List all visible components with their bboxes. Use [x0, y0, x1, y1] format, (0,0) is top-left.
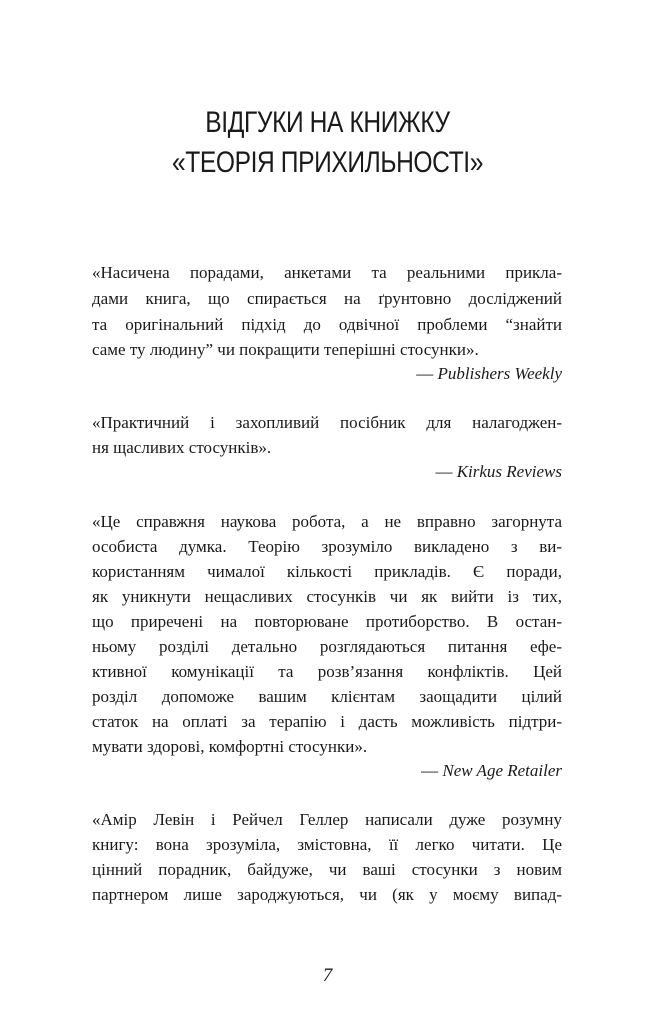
review-1-line-3: та оригінальний підхід до одвічної проблеми “знайти — [92, 315, 562, 334]
review-3-attribution — [421, 761, 562, 781]
review-2-line-1: «Практичний і захопливий посібник для налагоджен- — [92, 413, 562, 432]
page-title-line-2: «ТЕОРІЯ ПРИХИЛЬНОСТІ» — [171, 146, 484, 179]
review-1-line-2: дами книга, що спирається на ґрунтовно досліджений — [92, 289, 562, 308]
review-1-source: Publishers Weekly — [437, 364, 562, 383]
attribution-dash: — — [421, 761, 443, 780]
review-1-line-4: саме ту людину” чи покращити теперішні стосунки». — [92, 340, 479, 359]
review-3-line-10: мувати здорові, комфортні стосунки». — [92, 737, 368, 756]
review-3-line-2: особиста думка. Теорію зрозуміло викладено з ви- — [92, 537, 562, 556]
review-4-line-1: «Амір Левін і Рейчел Геллер написали дуже розумну — [92, 810, 562, 829]
review-3-line-6: ньому розділі детально розглядаються питання ефе- — [92, 637, 562, 656]
review-4-line-2: книгу: вона зрозуміла, змістовна, її легко читати. Це — [92, 835, 562, 854]
review-3-line-8: розділ допоможе вашим клієнтам заощадити цілий — [92, 687, 562, 706]
attribution-dash: — — [416, 364, 438, 383]
review-3-line-5: що приречені на повторюване протиборство. В остан- — [92, 612, 562, 631]
review-3-line-4: як уникнути нещасливих стосунків чи як вийти із тих, — [92, 587, 562, 606]
review-3-line-7: ктивної комунікації та розв’язання конфліктів. Цей — [92, 662, 562, 681]
review-2-line-2: ня щасливих стосунків». — [92, 438, 272, 457]
review-4-line-4: партнером лише зароджуються, чи (як у моєму випад- — [92, 885, 562, 904]
review-3-line-9: статок на оплаті за терапію і дасть можливість підтри- — [92, 712, 562, 731]
attribution-dash: — — [435, 462, 457, 481]
page-title-line-1: ВІДГУКИ НА КНИЖКУ — [205, 106, 450, 139]
review-1-attribution — [416, 364, 562, 384]
review-3-line-3: користанням чималої кількості прикладів. Є поради, — [92, 562, 562, 581]
review-2-source: Kirkus Reviews — [456, 462, 562, 481]
review-1-line-1: «Насичена порадами, анкетами та реальними прикла- — [92, 263, 562, 282]
review-4-line-3: цінний порадник, байдуже, чи ваші стосунки з новим — [92, 860, 562, 879]
review-2-attribution — [435, 462, 562, 482]
review-3-source: New Age Retailer — [442, 761, 562, 780]
page-number: 7 — [322, 965, 333, 986]
review-3-line-1: «Це справжня наукова робота, а не вправно загорнута — [92, 512, 562, 531]
